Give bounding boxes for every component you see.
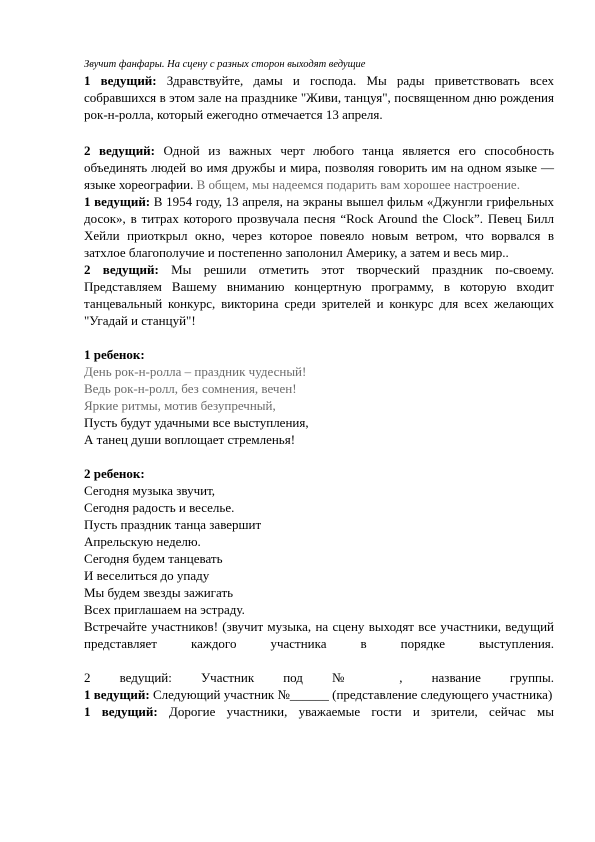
poem-line: Пусть праздник танца завершит bbox=[84, 517, 262, 532]
speech-text: В 1954 году, 13 апреля, на экраны вышел фильм «Джунгли грифельных досок», в титрах которого прозвучала песня “Rock Around the Clock”. Певец Билл Хейли приоткрыл окно, через которое повеяло новым ветром, что ворвался в затхлое благополучие и постепенно заполонил Америку, а затем и весь мир.. bbox=[84, 194, 555, 260]
speech-text: Одной из важных черт любого танца является его способность объединять людей во имя дружбы и мира, позволяя говорить им на одном языке — языке хореографии. bbox=[84, 143, 554, 192]
child2-heading: 2 ребенок: bbox=[84, 466, 145, 481]
poem-line: Сегодня будем танцевать bbox=[84, 551, 223, 566]
poem-line: И веселиться до упаду bbox=[84, 568, 210, 583]
speech-text: Мы решили отметить этот творческий праздник по-своему. Представляем Вашему вниманию концертную программу, в которую входит танцевальный конкурс, викторина среди зрителей и конкурс для всех желающих "Угадай и станцуй"! bbox=[84, 262, 554, 328]
child1-heading: 1 ребенок: bbox=[84, 347, 145, 362]
poem-line: День рок-н-ролла – праздник чудесный! bbox=[84, 364, 307, 379]
poem-line: Мы будем звезды зажигать bbox=[84, 585, 234, 600]
speaker-label: 1 ведущий: bbox=[84, 73, 157, 88]
stage-direction: Звучит фанфары. На сцену с разных сторон выходят ведущие bbox=[84, 59, 366, 70]
paragraph-host2-participant bbox=[84, 669, 554, 686]
paragraph-participants-intro: Встречайте участников! (звучит музыка, на сцену выходят все участники, ведущий представляет каждого участника в порядке выступления. bbox=[84, 619, 554, 651]
document-body bbox=[84, 58, 554, 720]
speech-text-gray: В общем, мы надеемся подарить вам хорошее настроение. bbox=[193, 177, 520, 192]
speaker-label: 1 ведущий: bbox=[84, 194, 151, 209]
speaker-label: 2 ведущий: bbox=[84, 143, 155, 158]
speech-text: 2 ведущий: Участник под № , название группы. bbox=[84, 670, 554, 685]
speaker-label: 1 ведущий: bbox=[84, 704, 158, 719]
poem-line: Ведь рок-н-ролл, без сомнения, вечен! bbox=[84, 381, 297, 396]
paragraph-host1-closing bbox=[84, 703, 554, 720]
poem-line: Сегодня музыка звучит, bbox=[84, 483, 216, 498]
paragraph-host2-dance bbox=[84, 142, 554, 193]
poem-line: Апрельскую неделю. bbox=[84, 534, 201, 549]
paragraph-host1-next bbox=[84, 686, 554, 703]
speech-text: Следующий участник №______ (представление следующего участника) bbox=[149, 687, 553, 702]
paragraph-host2-program bbox=[84, 261, 554, 329]
speaker-label: 2 ведущий: bbox=[84, 262, 159, 277]
speech-text: Здравствуйте, дамы и господа. Мы рады приветствовать всех собравшихся в этом зале на празднике "Живи, танцуя", посвященном дню рождения рок-н-ролла, который ежегодно отмечается 13 апреля. bbox=[84, 73, 554, 122]
poem-line: Сегодня радость и веселье. bbox=[84, 500, 235, 515]
paragraph-host1-intro bbox=[84, 72, 554, 123]
poem-line: Яркие ритмы, мотив безупречный, bbox=[84, 398, 276, 413]
speech-text: Дорогие участники, уважаемые гости и зрители, сейчас мы bbox=[157, 704, 554, 719]
speaker-label: 1 ведущий: bbox=[84, 687, 150, 702]
paragraph-host1-history bbox=[84, 193, 554, 261]
poem-line: Пусть будут удачными все выступления, bbox=[84, 415, 309, 430]
poem-line: А танец души воплощает стремленья! bbox=[84, 432, 296, 447]
poem-line: Всех приглашаем на эстраду. bbox=[84, 602, 245, 617]
